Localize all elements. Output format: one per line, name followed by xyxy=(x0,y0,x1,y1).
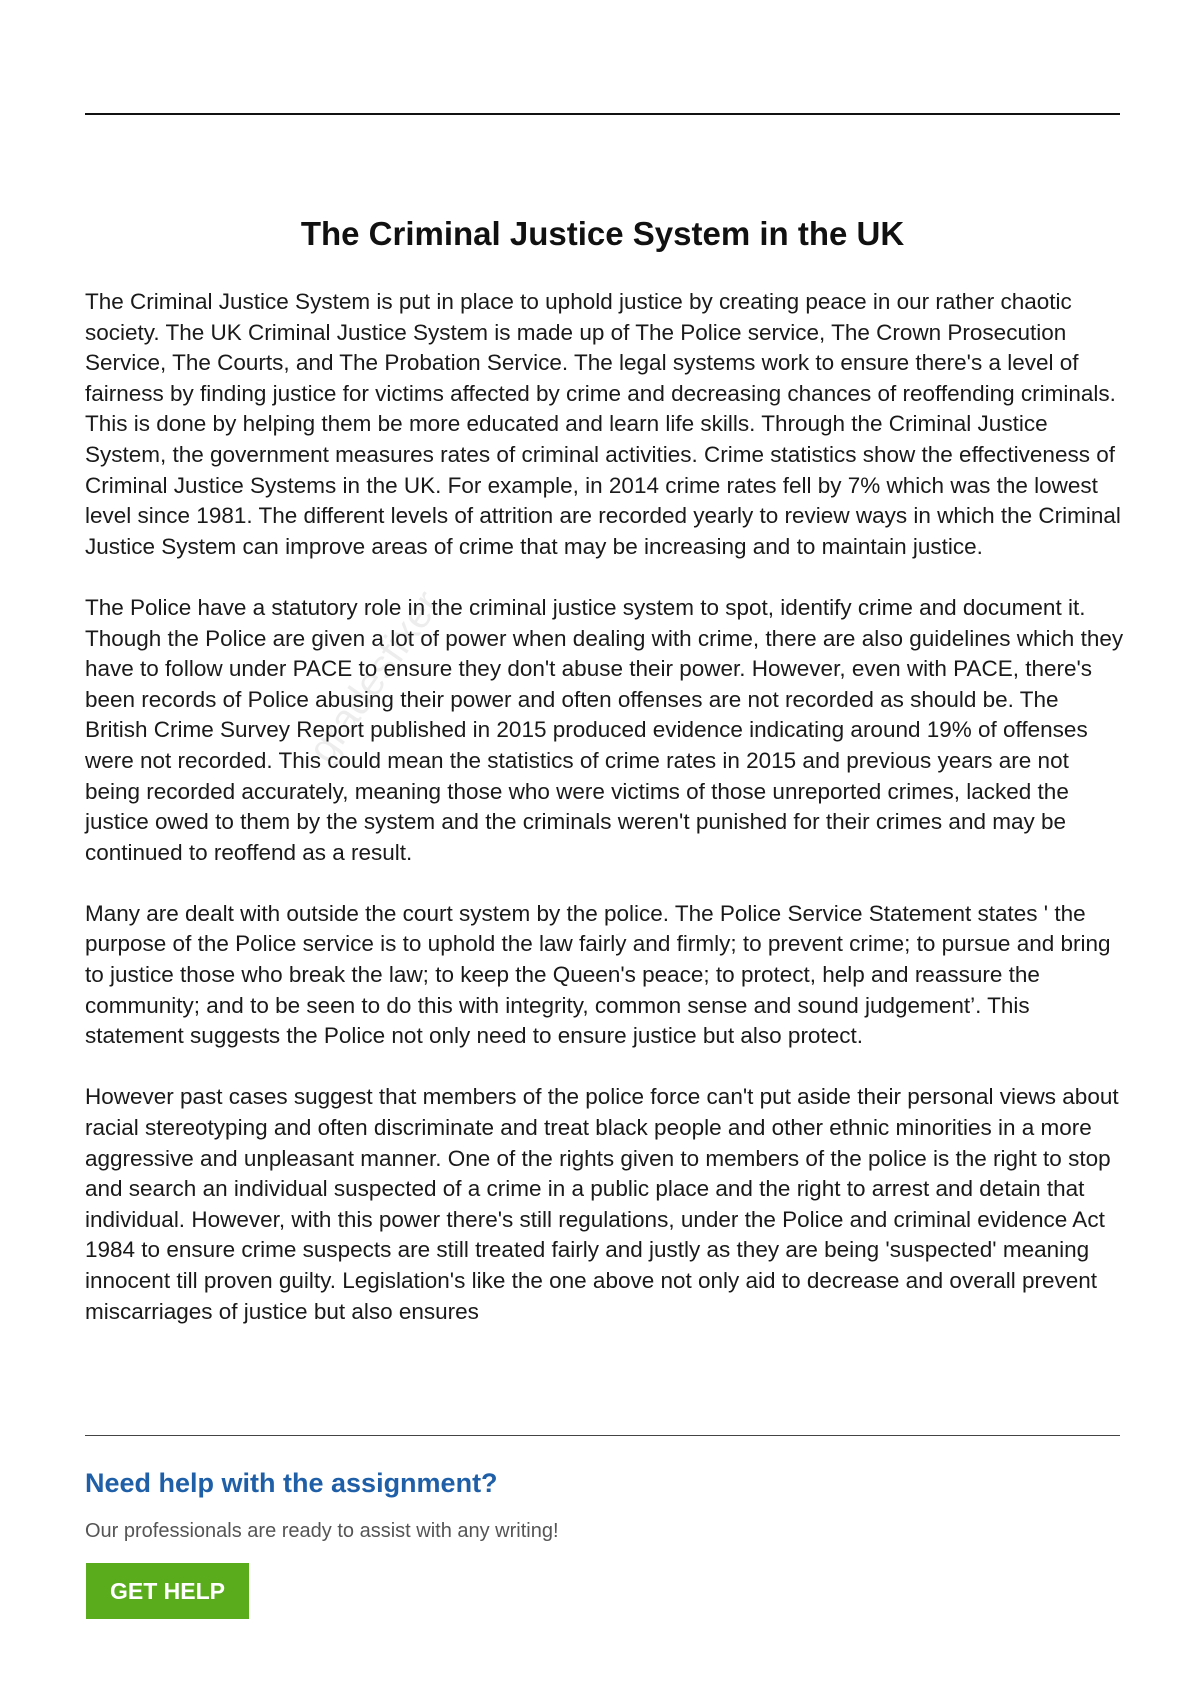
document-title: The Criminal Justice System in the UK xyxy=(300,215,905,252)
paragraph: The Criminal Justice System is put in place to uphold justice by creating peace in our rather chaotic society. The UK Criminal Justice System is made up of The Police service, The Crown Prosecution Service, The Courts, and The Probation Service. The legal systems work to ensure there's a level of fairness by finding justice for victims affected by crime and decreasing chances of reoffending criminals. This is done by helping them be more educated and learn life skills. Through the Criminal Justice System, the government measures rates of criminal activities. Crime statistics show the effectiveness of Criminal Justice Systems in the UK. For example, in 2014 crime rates fell by 7% which was the lowest level since 1981. The different levels of attrition are recorded yearly to review ways in which the Criminal Justice System can improve areas of crime that may be increasing and to maintain justice. xyxy=(85,289,1121,559)
paragraph: The Police have a statutory role in the criminal justice system to spot, identify crime and document it. Though the Police are given a lot of power when dealing with crime, there are also guidelines which they have to follow under PACE to ensure they don't abuse their power. However, even with PACE, there's been records of Police abusing their power and often offenses are not recorded as should be. The British Crime Survey Report published in 2015 produced evidence indicating around 19% of offenses were not recorded. This could mean the statistics of crime rates in 2015 and previous years are not being recorded accurately, meaning those who were victims of those unreported crimes, lacked the justice owed to them by the system and the criminals weren't punished for their crimes and may be continued to reoffend as a result. xyxy=(85,594,1124,865)
cta-subtext: Our professionals are ready to assist with any writing! xyxy=(85,1520,559,1542)
watermark: gradesfixer xyxy=(300,582,450,771)
top-divider xyxy=(85,113,1120,115)
paragraph: Many are dealt with outside the court system by the police. The Police Service Statement states ' the purpose of the Police service is to uphold the law fairly and firmly; to prevent crime; to pursue and bring to justice those who break the law; to keep the Queen's peace; to protect, help and reassure the community; and to be seen to do this with integrity, common sense and sound judgement’. This statement suggests the Police not only need to ensure justice but also protect. xyxy=(85,900,1111,1049)
paragraph: However past cases suggest that members of the police force can't put aside their personal views about racial stereotyping and often discriminate and treat black people and other ethnic minorities in a more aggressive and unpleasant manner. One of the rights given to members of the police is the right to stop and search an individual suspected of a crime in a public place and the right to arrest and detain that individual. However, with this power there's still regulations, under the Police and criminal evidence Act 1984 to ensure crime suspects are still treated fairly and justly as they are being 'suspected' meaning innocent till proven guilty. Legislation's like the one above not only aid to decrease and overall prevent miscarriages of justice but also ensures xyxy=(85,1084,1119,1324)
get-help-button[interactable]: GET HELP xyxy=(86,1563,249,1619)
document-body xyxy=(85,287,1125,1358)
bottom-divider xyxy=(85,1435,1120,1436)
cta-heading: Need help with the assignment? xyxy=(85,1468,498,1498)
